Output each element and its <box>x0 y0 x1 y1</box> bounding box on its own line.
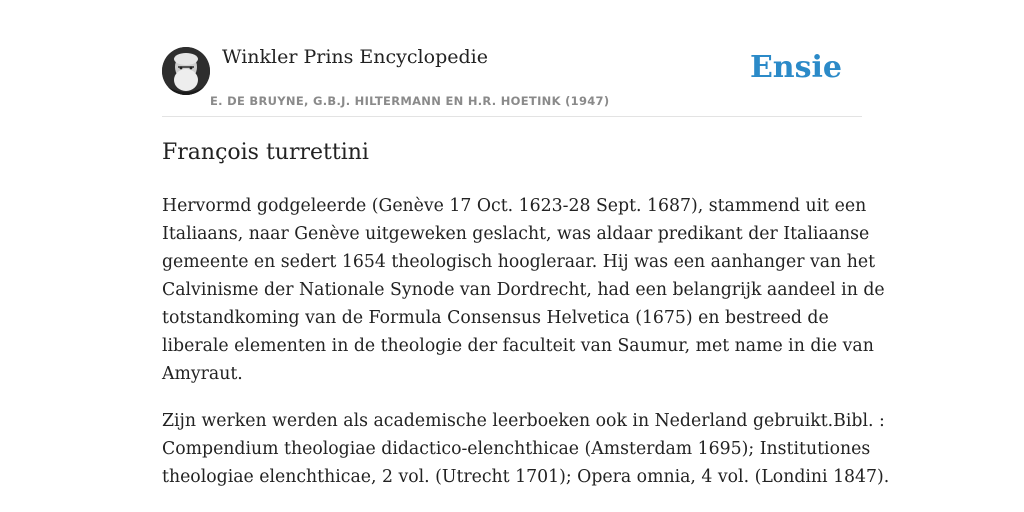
article-body <box>162 192 890 510</box>
paragraph-line: Hervormd godgeleerde (Genève 17 Oct. 1623-28 Sept. 1687), stammend uit een <box>162 196 867 216</box>
paragraph-line: Calvinisme der Nationale Synode van Dordrecht, had een belangrijk aandeel in de <box>162 280 885 300</box>
paragraph-line: gemeente en sedert 1654 theologisch hoogleraar. Hij was een aanhanger van het <box>162 252 876 272</box>
paragraph-line: liberale elementen in de theologie der faculteit van Saumur, met name in die van <box>162 336 874 356</box>
paragraph-line: Zijn werken werden als academische leerboeken ook in Nederland gebruikt.Bibl. : <box>162 411 885 431</box>
paragraph <box>162 407 890 491</box>
paragraph-line: Italiaans, naar Genève uitgeweken geslacht, was aldaar predikant der Italiaanse <box>162 224 870 244</box>
authors-line: E. DE BRUYNE, G.B.J. HILTERMANN EN H.R. HOETINK (1947) <box>210 94 610 108</box>
brand-logo-link[interactable]: Ensie <box>749 50 842 85</box>
paragraph-line: totstandkoming van de Formula Consensus Helvetica (1675) en bestreed de <box>162 308 829 328</box>
paragraph-line: theologiae elenchthicae, 2 vol. (Utrecht 1701); Opera omnia, 4 vol. (Londini 1847). <box>162 467 890 487</box>
paragraph <box>162 192 885 388</box>
paragraph-line: Compendium theologiae didactico-elenchthicae (Amsterdam 1695); Institutiones <box>162 439 871 459</box>
article-title: François turrettini <box>162 140 369 165</box>
portrait-avatar-icon <box>162 47 210 95</box>
paragraph-line: Amyraut. <box>162 364 243 384</box>
header <box>162 0 862 117</box>
site-title[interactable]: Winkler Prins Encyclopedie <box>222 46 488 68</box>
